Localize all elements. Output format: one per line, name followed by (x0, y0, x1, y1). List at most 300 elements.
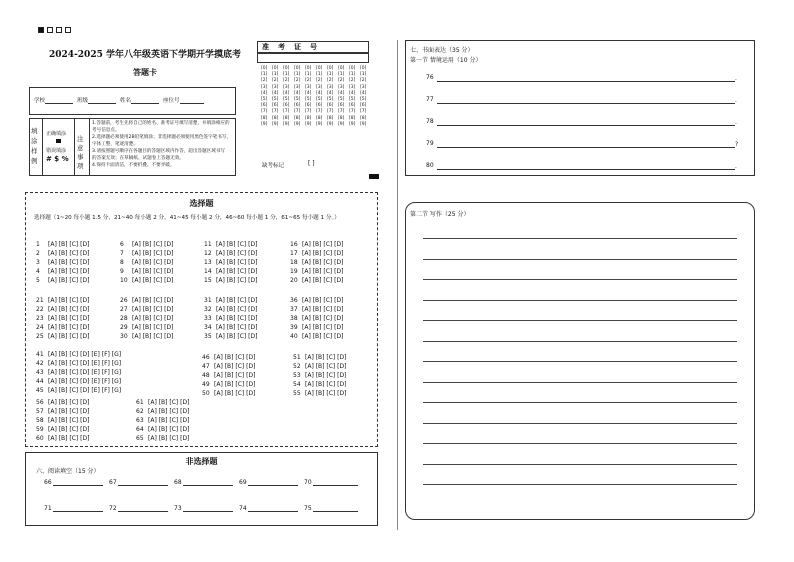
correct-fill-label: 正确填涂 (46, 131, 67, 137)
exam-number-bubble[interactable]: [8] (316, 115, 323, 121)
choice-row[interactable] (204, 324, 260, 332)
writing-line[interactable] (423, 259, 737, 260)
choice-row[interactable] (120, 333, 176, 341)
choice-options[interactable]: [A] [B] [C] [D] (302, 240, 344, 248)
exam-number-bubble[interactable]: [5] (327, 97, 334, 102)
exam-number-bubble[interactable]: [2] (261, 78, 268, 84)
choice-options[interactable]: [A] [B] [C] [D] (216, 305, 258, 313)
exam-number-bubble[interactable]: [4] (283, 90, 290, 96)
question-number: 13 (204, 258, 212, 266)
choice-row[interactable] (202, 390, 258, 398)
blank-line[interactable] (183, 506, 233, 512)
choice-options[interactable]: [A] [B] [C] [D] (48, 314, 90, 322)
blank-line[interactable] (248, 480, 298, 486)
exam-number-bubble[interactable]: [9] (305, 121, 312, 127)
choice-row[interactable] (204, 240, 260, 248)
choice-row[interactable] (290, 324, 346, 332)
choice-row[interactable] (136, 416, 192, 424)
choice-options[interactable]: [A] [B] [C] [D] (214, 353, 256, 361)
exam-number-bubble[interactable]: [1] (349, 72, 356, 78)
choice-row[interactable] (36, 324, 92, 332)
student-field[interactable] (34, 96, 73, 104)
blank-line[interactable] (183, 480, 233, 486)
exam-number-bubble[interactable]: [6] (327, 103, 334, 109)
choice-options[interactable]: [A] [B] [C] [D] (302, 324, 344, 332)
exam-number-bubble[interactable]: [5] (338, 97, 345, 102)
choice-row[interactable] (293, 371, 349, 379)
notes-line: 3.请按照题号顺序在各题目的答题区域内作答，超出答题区域书写 (92, 149, 226, 154)
choice-row[interactable] (204, 314, 260, 322)
exam-number-bubble[interactable]: [8] (272, 115, 279, 121)
exam-number-bubble[interactable]: [0] (261, 66, 268, 71)
notes-line: 1.答题前，考生先将自己的姓名、准考证号填写清楚，并填涂相应的 (92, 121, 230, 126)
choice-options[interactable]: [A] [B] [C] [D] (48, 277, 90, 285)
exam-number-bubble[interactable]: [4] (360, 90, 367, 96)
exam-number-bubble[interactable]: [4] (261, 90, 268, 96)
choice-options[interactable]: [A] [B] [C] [D] (48, 416, 90, 424)
exam-number-bubble[interactable]: [4] (294, 90, 301, 96)
exam-number-bubble[interactable]: [7] (316, 109, 323, 115)
choice-options[interactable]: [A] [B] [C] [D] (148, 398, 190, 406)
student-field-label: 姓名 (120, 98, 132, 104)
answer-line[interactable] (437, 147, 735, 148)
question-number: 61 (136, 398, 144, 406)
choice-row[interactable] (293, 353, 349, 361)
writing-line[interactable] (423, 484, 737, 485)
choice-options[interactable]: [A] [B] [C] [D] (305, 353, 347, 361)
blank-line[interactable] (313, 480, 358, 486)
question-number: 6 (120, 240, 124, 248)
choice-options[interactable]: [A] [B] [C] [D] [E] [F] [G] (48, 387, 122, 395)
blank-item[interactable] (44, 505, 103, 512)
exam-number-bubble[interactable]: [1] (338, 72, 345, 78)
exam-number-bubble[interactable]: [8] (360, 115, 367, 121)
exam-number-bubble[interactable]: [8] (349, 115, 356, 121)
choice-row[interactable] (204, 249, 260, 257)
choice-row[interactable] (290, 277, 346, 285)
writing-line[interactable] (423, 300, 737, 301)
exam-number-bubble[interactable]: [9] (272, 121, 279, 127)
exam-number-bubble[interactable]: [6] (316, 103, 323, 109)
student-field[interactable] (77, 96, 116, 104)
student-fields (34, 96, 204, 104)
choice-row[interactable] (290, 296, 346, 304)
choice-options[interactable]: [A] [B] [C] [D] (148, 426, 190, 434)
choice-row[interactable] (293, 390, 349, 398)
choice-options[interactable]: [A] [B] [C] [D] (216, 296, 258, 304)
choice-options[interactable]: [A] [B] [C] [D] (302, 305, 344, 313)
writing-line[interactable] (423, 238, 737, 239)
choice-options[interactable]: [A] [B] [C] [D] (216, 314, 258, 322)
answer-line[interactable] (437, 103, 735, 104)
exam-number-bubble[interactable]: [3] (316, 84, 323, 90)
exam-number-bubble[interactable]: [8] (294, 115, 301, 121)
choice-options[interactable]: [A] [B] [C] [D] (302, 314, 344, 322)
exam-number-bubble[interactable]: [3] (305, 84, 312, 90)
choice-options[interactable]: [A] [B] [C] [D] (132, 258, 174, 266)
blank-item[interactable] (239, 505, 298, 512)
choice-row[interactable] (36, 407, 92, 415)
exam-number-bubble[interactable]: [5] (283, 97, 290, 102)
choice-row[interactable] (120, 240, 176, 248)
choice-row[interactable] (204, 277, 260, 285)
choice-row[interactable] (120, 268, 176, 276)
exam-number-bubble[interactable]: [5] (261, 97, 268, 102)
choice-row[interactable] (120, 296, 176, 304)
choice-options[interactable]: [A] [B] [C] [D] (132, 268, 174, 276)
exam-number-bubble[interactable]: [6] (360, 103, 367, 109)
choice-row[interactable] (120, 305, 176, 313)
exam-number-bubble[interactable]: [9] (283, 121, 290, 127)
exam-number-bubble[interactable]: [9] (349, 121, 356, 127)
blank-number: 68 (174, 479, 182, 486)
choice-row[interactable] (136, 435, 192, 443)
choice-options[interactable]: [A] [B] [C] [D] (302, 258, 344, 266)
choice-row[interactable] (36, 296, 92, 304)
exam-number-grid[interactable] (257, 66, 369, 130)
exam-number-bubble[interactable]: [8] (261, 115, 268, 121)
exam-number-bubble[interactable]: [6] (272, 103, 279, 109)
writing-line[interactable] (423, 423, 737, 424)
blank-item[interactable] (304, 479, 358, 486)
blank-item[interactable] (109, 479, 168, 486)
blank-item[interactable] (304, 505, 358, 512)
choice-options[interactable]: [A] [B] [C] [D] (48, 240, 90, 248)
choice-options[interactable]: [A] [B] [C] [D] (48, 398, 90, 406)
blank-item[interactable] (109, 505, 168, 512)
choice-row[interactable] (290, 333, 346, 341)
exam-number-bubble[interactable]: [3] (327, 84, 334, 90)
choice-row[interactable] (202, 362, 258, 370)
item-number: 79 (426, 140, 434, 147)
choice-row[interactable] (204, 296, 260, 304)
choice-options[interactable]: [A] [B] [C] [D] (148, 407, 190, 415)
exam-number-bubble[interactable]: [1] (316, 72, 323, 78)
choice-options[interactable]: [A] [B] [C] [D] (48, 324, 90, 332)
exam-number-bubble[interactable]: [6] (349, 103, 356, 109)
choice-options[interactable]: [A] [B] [C] [D] (216, 258, 258, 266)
choice-options[interactable]: [A] [B] [C] [D] (132, 314, 174, 322)
exam-number-bubble[interactable]: [1] (327, 72, 334, 78)
answer-line[interactable] (437, 81, 735, 82)
exam-number-bubble[interactable]: [7] (261, 109, 268, 115)
choice-options[interactable]: [A] [B] [C] [D] (214, 381, 256, 389)
writing-line[interactable] (423, 382, 737, 383)
choice-options[interactable]: [A] [B] [C] [D] (132, 333, 174, 341)
student-field-label: 班级 (77, 98, 89, 104)
exam-number-bubble[interactable]: [2] (283, 78, 290, 84)
exam-number-bubble[interactable]: [2] (316, 78, 323, 84)
choice-row[interactable] (36, 398, 92, 406)
exam-number-bubble[interactable]: [2] (305, 78, 312, 84)
choice-row[interactable] (293, 381, 349, 389)
choice-options[interactable]: [A] [B] [C] [D] (305, 371, 347, 379)
choice-options[interactable]: [A] [B] [C] [D] (132, 249, 174, 257)
writing-line[interactable] (423, 279, 737, 280)
exam-number-bubble[interactable]: [0] (316, 66, 323, 71)
exam-number-bubble[interactable]: [0] (338, 66, 345, 71)
exam-number-bubble[interactable]: [0] (272, 66, 279, 71)
exam-number-bubble[interactable]: [9] (327, 121, 334, 127)
choice-options[interactable]: [A] [B] [C] [D] (216, 324, 258, 332)
exam-number-bubble[interactable]: [3] (360, 84, 367, 90)
blank-item[interactable] (44, 479, 103, 486)
choice-row[interactable] (36, 378, 124, 386)
writing-line[interactable] (423, 443, 737, 444)
exam-number-bubble[interactable]: [2] (272, 78, 279, 84)
choice-row[interactable] (290, 249, 346, 257)
choice-row[interactable] (36, 258, 92, 266)
choice-options[interactable]: [A] [B] [C] [D] (216, 333, 258, 341)
choice-options[interactable]: [A] [B] [C] [D] (48, 435, 90, 443)
choice-row[interactable] (204, 268, 260, 276)
student-field[interactable] (163, 96, 204, 104)
choice-row[interactable] (36, 359, 124, 367)
choice-row[interactable] (202, 381, 258, 389)
choice-options[interactable]: [A] [B] [C] [D] (305, 381, 347, 389)
student-field-blank[interactable] (131, 98, 159, 104)
blank-line[interactable] (53, 480, 103, 486)
exam-number-bubble[interactable]: [2] (338, 78, 345, 84)
choice-options[interactable]: [A] [B] [C] [D] (48, 333, 90, 341)
question-number: 12 (204, 249, 212, 257)
writing-line[interactable] (423, 402, 737, 403)
choice-options[interactable]: [A] [B] [C] [D] (214, 371, 256, 379)
choice-options[interactable]: [A] [B] [C] [D] [E] [F] [G] (48, 378, 122, 386)
exam-number-bubble[interactable]: [3] (338, 84, 345, 90)
choice-options[interactable]: [A] [B] [C] [D] (132, 296, 174, 304)
choice-options[interactable]: [A] [B] [C] [D] (48, 258, 90, 266)
exam-number-bubble[interactable]: [1] (272, 72, 279, 78)
choice-options[interactable]: [A] [B] [C] [D] [E] [F] [G] (48, 359, 122, 367)
choice-options[interactable]: [A] [B] [C] [D] (302, 296, 344, 304)
choice-options[interactable]: [A] [B] [C] [D] [E] [F] [G] (48, 350, 122, 358)
positioning-mark (47, 27, 53, 33)
exam-number-bubble[interactable]: [6] (305, 103, 312, 109)
student-field-blank[interactable] (180, 98, 204, 104)
blank-line[interactable] (118, 480, 168, 486)
exam-number-bubble[interactable]: [2] (294, 78, 301, 84)
choice-options[interactable]: [A] [B] [C] [D] (214, 362, 256, 370)
exam-number-bubble[interactable]: [5] (272, 97, 279, 102)
exam-number-bubble[interactable]: [5] (305, 97, 312, 102)
choice-row[interactable] (36, 305, 92, 313)
choice-row[interactable] (290, 268, 346, 276)
choice-row[interactable] (136, 407, 192, 415)
exam-number-bubble[interactable]: [7] (272, 109, 279, 115)
exam-number-bubble[interactable]: [7] (338, 109, 345, 115)
exam-number-bubble[interactable]: [1] (261, 72, 268, 78)
reading-fill-label: 六、阅读填空（15 分） (36, 468, 100, 475)
choice-options[interactable]: [A] [B] [C] [D] (216, 249, 258, 257)
exam-number-bubble[interactable]: [5] (360, 97, 367, 102)
writing-line[interactable] (423, 341, 737, 342)
student-field-blank[interactable] (45, 98, 73, 104)
choice-options[interactable]: [A] [B] [C] [D] [E] [F] [G] (48, 368, 122, 376)
notes-line: 2.选择题必须使用2B铅笔填涂；非选择题必须使用黑色签字笔书写， (92, 135, 232, 140)
student-field-blank[interactable] (88, 98, 116, 104)
absent-checkbox[interactable]: [ ] (308, 160, 315, 167)
exam-number-bubble[interactable]: [0] (305, 66, 312, 71)
choice-options[interactable]: [A] [B] [C] [D] (216, 268, 258, 276)
choice-options[interactable]: [A] [B] [C] [D] (302, 277, 344, 285)
exam-number-bubble[interactable]: [1] (305, 72, 312, 78)
exam-number-bubble[interactable]: [8] (283, 115, 290, 121)
exam-number-bubble[interactable]: [1] (360, 72, 367, 78)
exam-number-bubble[interactable]: [9] (316, 121, 323, 127)
choice-row[interactable] (36, 333, 92, 341)
exam-number-bubble[interactable]: [6] (294, 103, 301, 109)
question-number: 56 (36, 398, 44, 406)
blank-item[interactable] (239, 479, 298, 486)
exam-number-bubble[interactable]: [5] (349, 97, 356, 102)
question-number: 30 (120, 333, 128, 341)
choice-options[interactable]: [A] [B] [C] [D] (302, 333, 344, 341)
choice-options[interactable]: [A] [B] [C] [D] (148, 435, 190, 443)
choice-row[interactable] (290, 240, 346, 248)
exam-number-bubble[interactable]: [8] (305, 115, 312, 121)
choice-options[interactable]: [A] [B] [C] [D] (216, 277, 258, 285)
exam-number-bubble[interactable]: [0] (360, 66, 367, 71)
exam-number-bubble[interactable]: [3] (261, 84, 268, 90)
exam-number-bubble[interactable]: [0] (283, 66, 290, 71)
exam-number-bubble[interactable]: [0] (294, 66, 301, 71)
blank-item[interactable] (174, 505, 233, 512)
choice-row[interactable] (202, 371, 258, 379)
exam-number-bubble[interactable]: [7] (349, 109, 356, 115)
exam-number-bubble[interactable]: [2] (349, 78, 356, 84)
question-number: 43 (36, 368, 44, 376)
exam-number-bubble[interactable]: [3] (294, 84, 301, 90)
choice-options[interactable]: [A] [B] [C] [D] (216, 240, 258, 248)
exam-number-bubble[interactable]: [3] (283, 84, 290, 90)
exam-number-bubble[interactable]: [5] (316, 97, 323, 102)
exam-number-bubble[interactable]: [7] (327, 109, 334, 115)
blank-line[interactable] (53, 506, 103, 512)
exam-number-bubble[interactable]: [3] (349, 84, 356, 90)
choice-row[interactable] (290, 314, 346, 322)
exam-number-bubble[interactable]: [4] (272, 90, 279, 96)
exam-number-bubble[interactable]: [0] (349, 66, 356, 71)
blank-item[interactable] (174, 479, 233, 486)
question-number: 50 (202, 390, 210, 398)
choice-row[interactable] (36, 416, 92, 424)
student-field[interactable] (120, 96, 159, 104)
choice-options[interactable]: [A] [B] [C] [D] (305, 362, 347, 370)
exam-number-bubble[interactable]: [4] (338, 90, 345, 96)
choice-row[interactable] (136, 426, 192, 434)
choice-row[interactable] (120, 249, 176, 257)
exam-number-bubble[interactable]: [3] (272, 84, 279, 90)
writing-line[interactable] (423, 361, 737, 362)
exam-number-bubble[interactable]: [4] (349, 90, 356, 96)
choice-row[interactable] (36, 277, 92, 285)
choice-row[interactable] (290, 258, 346, 266)
blank-line[interactable] (248, 506, 298, 512)
exam-number-bubble[interactable]: [1] (294, 72, 301, 78)
choice-options[interactable]: [A] [B] [C] [D] (132, 305, 174, 313)
choice-options[interactable]: [A] [B] [C] [D] (302, 268, 344, 276)
choice-row[interactable] (204, 305, 260, 313)
choice-row[interactable] (36, 368, 124, 376)
exam-number-bubble[interactable]: [2] (360, 78, 367, 84)
choice-options[interactable]: [A] [B] [C] [D] (302, 249, 344, 257)
choice-options[interactable]: [A] [B] [C] [D] (305, 390, 347, 398)
exam-number-bubble[interactable]: [7] (360, 109, 367, 115)
exam-number-bubble[interactable]: [6] (261, 103, 268, 109)
choice-options[interactable]: [A] [B] [C] [D] (48, 268, 90, 276)
choice-options[interactable]: [A] [B] [C] [D] (132, 240, 174, 248)
choice-row[interactable] (120, 258, 176, 266)
exam-number-bubble[interactable]: [7] (283, 109, 290, 115)
choice-options[interactable]: [A] [B] [C] [D] (132, 324, 174, 332)
choice-row[interactable] (293, 362, 349, 370)
exam-number-bubble[interactable]: [7] (294, 109, 301, 115)
question-number: 65 (136, 435, 144, 443)
choice-row[interactable] (136, 398, 192, 406)
exam-number-bubble[interactable]: [9] (294, 121, 301, 127)
choice-row[interactable] (36, 426, 92, 434)
answer-line[interactable] (437, 125, 735, 126)
exam-number-bubble[interactable]: [8] (327, 115, 334, 121)
exam-number-bubble[interactable]: [4] (305, 90, 312, 96)
choice-options[interactable]: [A] [B] [C] [D] (148, 416, 190, 424)
choice-options[interactable]: [A] [B] [C] [D] (48, 296, 90, 304)
choice-row[interactable] (36, 350, 124, 358)
exam-number-bubble[interactable]: [8] (338, 115, 345, 121)
writing-line[interactable] (423, 464, 737, 465)
choice-row[interactable] (290, 305, 346, 313)
exam-number-bubble[interactable]: [4] (327, 90, 334, 96)
choice-row[interactable] (204, 333, 260, 341)
exam-number-bubble[interactable]: [5] (294, 97, 301, 102)
choice-options[interactable]: [A] [B] [C] [D] (214, 390, 256, 398)
choice-row[interactable] (120, 314, 176, 322)
exam-number-bubble[interactable]: [6] (338, 103, 345, 109)
writing-line[interactable] (423, 320, 737, 321)
choice-row[interactable] (36, 240, 92, 248)
choice-row[interactable] (36, 249, 92, 257)
choice-options[interactable]: [A] [B] [C] [D] (48, 305, 90, 313)
exam-number-bubble[interactable]: [7] (305, 109, 312, 115)
exam-number-bubble[interactable]: [2] (327, 78, 334, 84)
exam-number-bubble[interactable]: [9] (261, 121, 268, 127)
exam-number-bubble[interactable]: [9] (338, 121, 345, 127)
choice-row[interactable] (36, 387, 124, 395)
choice-row[interactable] (204, 258, 260, 266)
choice-row[interactable] (36, 314, 92, 322)
choice-row[interactable] (202, 353, 258, 361)
choice-row[interactable] (36, 435, 92, 443)
exam-number-bubble[interactable]: [9] (360, 121, 367, 127)
absent-label: 缺考标记 (262, 163, 285, 169)
choice-options[interactable]: [A] [B] [C] [D] (48, 426, 90, 434)
choice-row[interactable] (120, 277, 176, 285)
exam-number-bubble[interactable]: [1] (283, 72, 290, 78)
exam-number-bubble[interactable]: [0] (327, 66, 334, 71)
choice-row[interactable] (36, 268, 92, 276)
choice-options[interactable]: [A] [B] [C] [D] (132, 277, 174, 285)
answer-line[interactable] (437, 169, 735, 170)
exam-number-bubble[interactable]: [4] (316, 90, 323, 96)
choice-options[interactable]: [A] [B] [C] [D] (48, 407, 90, 415)
exam-number-bubble[interactable]: [6] (283, 103, 290, 109)
choice-options[interactable]: [A] [B] [C] [D] (48, 249, 90, 257)
blank-line[interactable] (313, 506, 358, 512)
blank-line[interactable] (118, 506, 168, 512)
card-title: 答题卡 (133, 68, 157, 77)
choice-row[interactable] (120, 324, 176, 332)
